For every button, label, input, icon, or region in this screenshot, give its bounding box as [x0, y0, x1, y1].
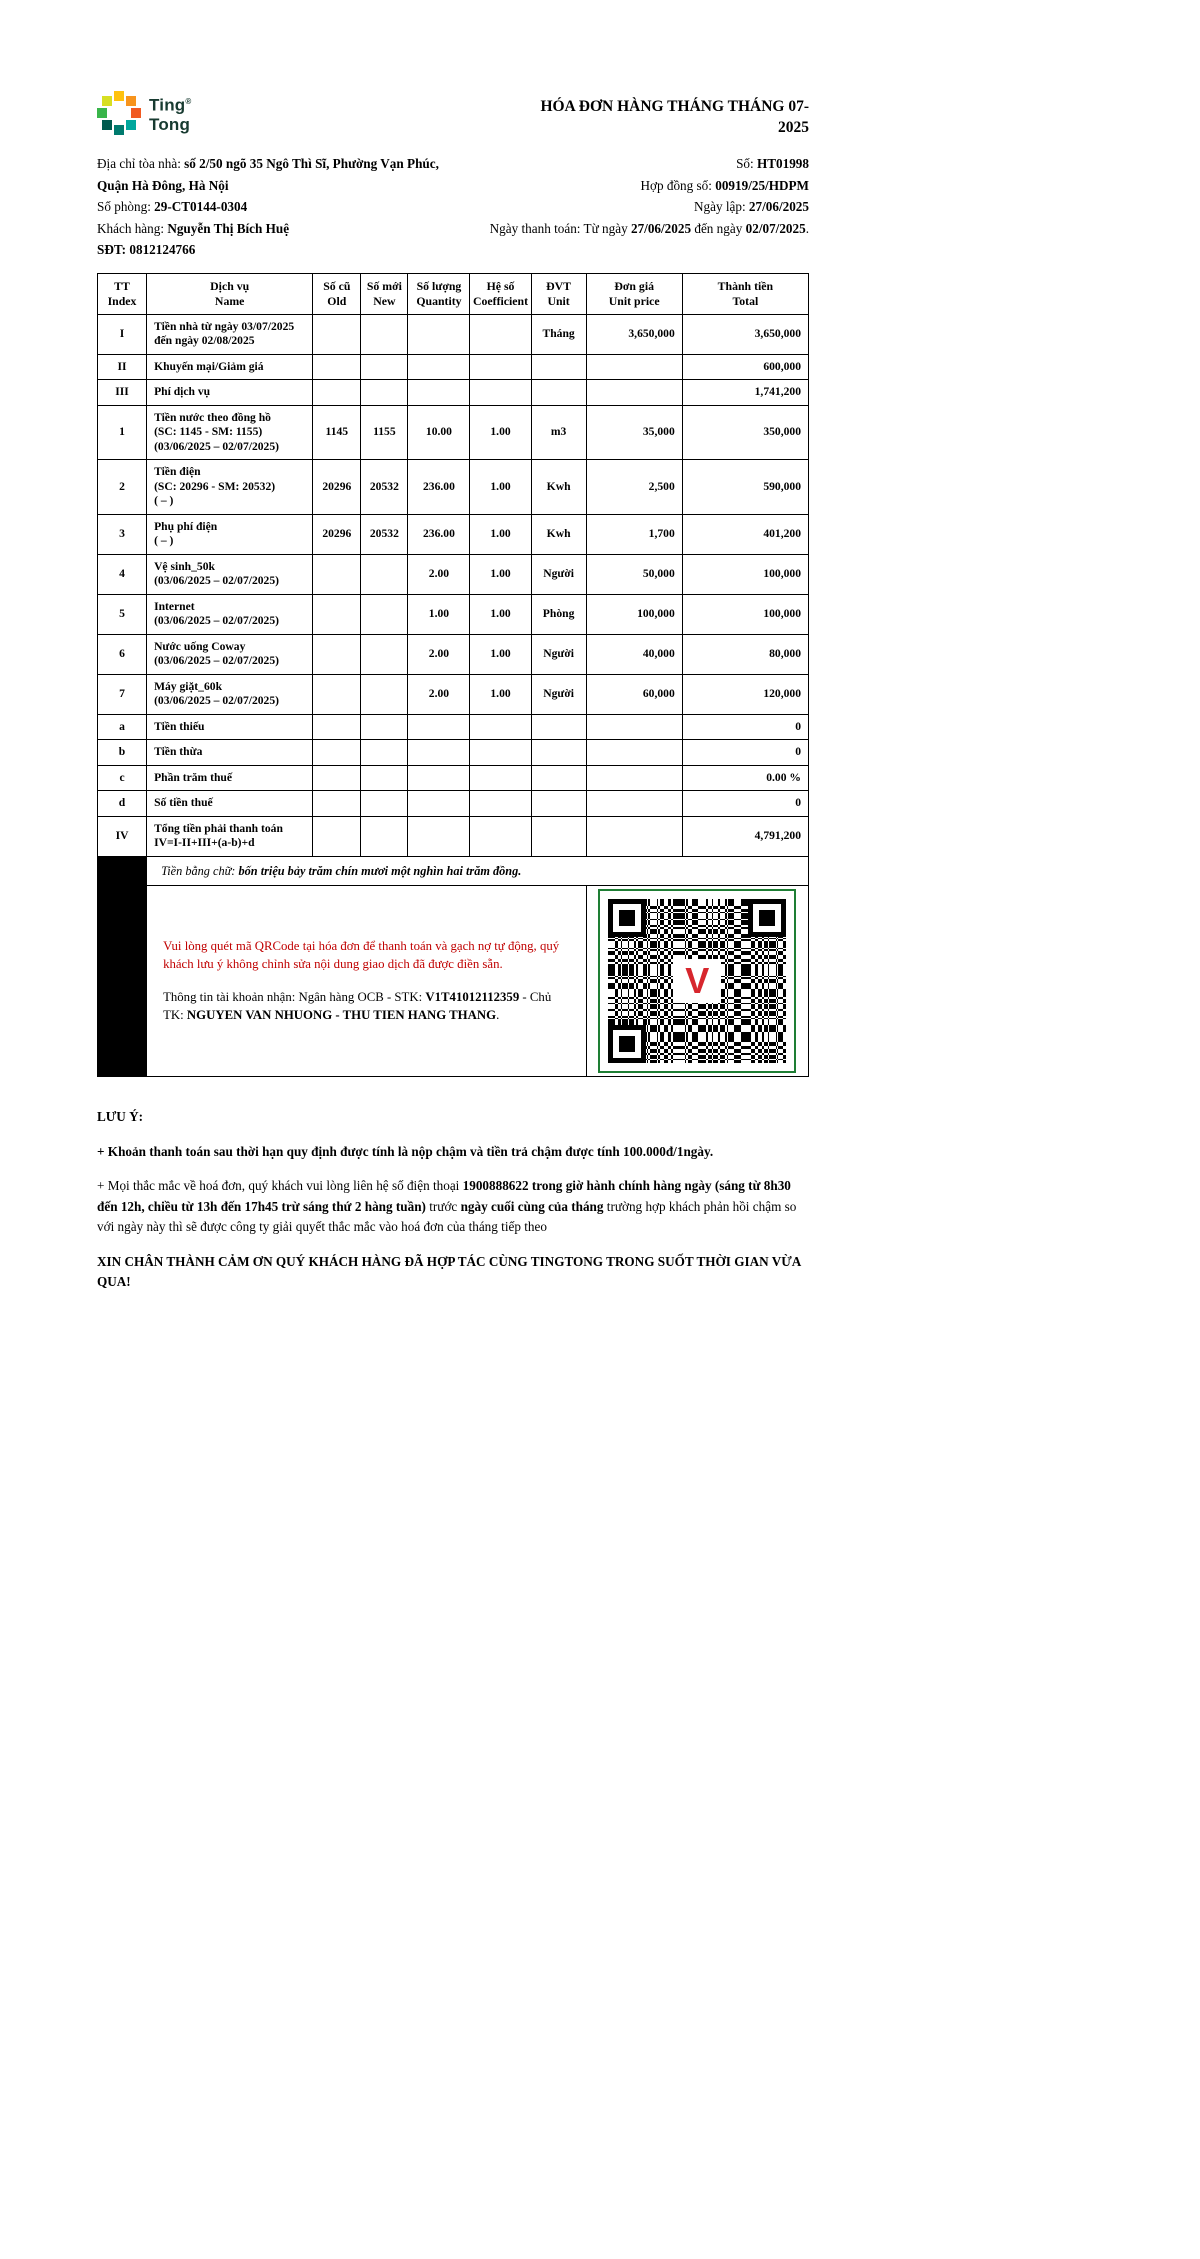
cell-old: 1145 — [313, 405, 361, 460]
cell-unit — [531, 765, 586, 791]
cell-unit-price — [586, 791, 682, 817]
cell-coefficient — [470, 740, 531, 766]
qr-row — [98, 886, 809, 1077]
cell-index: a — [98, 714, 147, 740]
cell-unit — [531, 791, 586, 817]
invoice-header — [97, 90, 809, 138]
cell-quantity: 236.00 — [408, 460, 470, 515]
cell-quantity: 2.00 — [408, 674, 470, 714]
cell-index: d — [98, 791, 147, 817]
qr-finder-top-right-icon — [748, 899, 786, 937]
cell-coefficient: 1.00 — [470, 594, 531, 634]
table-row — [98, 765, 809, 791]
cell-new: 20532 — [361, 460, 408, 515]
cell-name: Tiền nhà từ ngày 03/07/2025 đến ngày 02/08/2025 — [147, 314, 313, 354]
cell-unit — [531, 740, 586, 766]
invoice-info — [97, 153, 809, 261]
table-row — [98, 714, 809, 740]
cell-coefficient: 1.00 — [470, 674, 531, 714]
cell-total: 80,000 — [682, 634, 808, 674]
cell-coefficient: 1.00 — [470, 554, 531, 594]
table-row — [98, 514, 809, 554]
cell-index: b — [98, 740, 147, 766]
cell-quantity — [408, 740, 470, 766]
cell-new — [361, 740, 408, 766]
cell-old — [313, 714, 361, 740]
building-address-line1: Địa chỉ tòa nhà: số 2/50 ngõ 35 Ngô Thì Sĩ, Phường Vạn Phúc, — [97, 156, 439, 171]
table-header-row — [98, 273, 809, 314]
cell-unit-price: 60,000 — [586, 674, 682, 714]
cell-old: 20296 — [313, 514, 361, 554]
tingtong-logo-icon — [97, 90, 141, 136]
table-row — [98, 405, 809, 460]
cell-total: 3,650,000 — [682, 314, 808, 354]
cell-new: 20532 — [361, 514, 408, 554]
cell-unit-price: 40,000 — [586, 634, 682, 674]
cell-name: Phụ phí điện ( – ) — [147, 514, 313, 554]
cell-total: 1,741,200 — [682, 380, 808, 406]
cell-quantity — [408, 354, 470, 380]
col-header-name: Dịch vụ Name — [147, 273, 313, 314]
cell-total: 590,000 — [682, 460, 808, 515]
cell-unit-price — [586, 816, 682, 856]
table-row — [98, 554, 809, 594]
contact-note: + Mọi thắc mắc về hoá đơn, quý khách vui lòng liên hệ số điện thoại 1900888622 trong giờ hành chính hàng ngày (sáng từ 8h30 đến 12h, chiều từ 13h đến 17h45 trừ sáng thứ 2 hàng tuần) trước ngày cuối cùng của tháng trường hợp khách phản hồi chậm so với ngày này thì sẽ được công ty giải quyết thắc mắc vào hoá đơn của tháng tiếp theo — [97, 1178, 797, 1234]
col-header-new: Số mới New — [361, 273, 408, 314]
cell-index: II — [98, 354, 147, 380]
invoice-page — [97, 0, 809, 1293]
cell-new — [361, 765, 408, 791]
contract-number: Hợp đồng số: 00919/25/HDPM — [640, 177, 809, 193]
cell-total: 100,000 — [682, 594, 808, 634]
cell-quantity — [408, 314, 470, 354]
cell-coefficient: 1.00 — [470, 405, 531, 460]
cell-new — [361, 554, 408, 594]
cell-new — [361, 674, 408, 714]
cell-unit-price: 100,000 — [586, 594, 682, 634]
cell-total: 120,000 — [682, 674, 808, 714]
col-header-quantity: Số lượng Quantity — [408, 273, 470, 314]
cell-total: 600,000 — [682, 354, 808, 380]
qr-code — [598, 889, 796, 1073]
cell-unit-price: 35,000 — [586, 405, 682, 460]
brand — [97, 90, 191, 136]
cell-quantity: 10.00 — [408, 405, 470, 460]
cell-coefficient — [470, 354, 531, 380]
cell-old — [313, 314, 361, 354]
cell-old — [313, 554, 361, 594]
cell-unit-price — [586, 380, 682, 406]
cell-index: 1 — [98, 405, 147, 460]
cell-unit-price: 50,000 — [586, 554, 682, 594]
cell-index: IV — [98, 816, 147, 856]
cell-quantity: 2.00 — [408, 634, 470, 674]
black-cell — [98, 886, 147, 1077]
cell-unit: m3 — [531, 405, 586, 460]
qr-code-cell — [586, 886, 808, 1077]
cell-name: Tổng tiền phải thanh toán IV=I-II+III+(a-b)+d — [147, 816, 313, 856]
cell-old — [313, 674, 361, 714]
issue-date: Ngày lập: 27/06/2025 — [693, 199, 809, 214]
cell-unit: Tháng — [531, 314, 586, 354]
cell-old — [313, 380, 361, 406]
cell-new — [361, 634, 408, 674]
cell-name: Phần trăm thuế — [147, 765, 313, 791]
cell-new — [361, 816, 408, 856]
cell-total: 100,000 — [682, 554, 808, 594]
cell-quantity: 236.00 — [408, 514, 470, 554]
amount-in-words-row — [98, 856, 809, 886]
late-payment-note: + Khoản thanh toán sau thời hạn quy định được tính là nộp chậm và tiền trả chậm được tính 100.000đ/1ngày. — [97, 1143, 714, 1159]
black-cell — [98, 856, 147, 886]
cell-total: 0 — [682, 740, 808, 766]
cell-coefficient — [470, 380, 531, 406]
cell-total: 4,791,200 — [682, 816, 808, 856]
table-row — [98, 816, 809, 856]
customer-phone: SĐT: 0812124766 — [97, 242, 196, 257]
cell-new — [361, 594, 408, 634]
cell-new — [361, 714, 408, 740]
cell-name: Internet (03/06/2025 – 02/07/2025) — [147, 594, 313, 634]
cell-name: Phí dịch vụ — [147, 380, 313, 406]
account-info-text: Thông tin tài khoản nhận: Ngân hàng OCB - STK: V1T41012112359 - Chủ TK: NGUYEN VAN NHUONG - THU TIEN HANG THANG. — [163, 990, 552, 1022]
table-row — [98, 354, 809, 380]
room-number: Số phòng: 29-CT0144-0304 — [97, 199, 248, 214]
cell-quantity: 2.00 — [408, 554, 470, 594]
cell-quantity — [408, 816, 470, 856]
cell-index: 3 — [98, 514, 147, 554]
col-header-unit-price: Đơn giá Unit price — [586, 273, 682, 314]
cell-total: 401,200 — [682, 514, 808, 554]
col-header-unit: ĐVT Unit — [531, 273, 586, 314]
cell-total: 0.00 % — [682, 765, 808, 791]
cell-unit: Người — [531, 554, 586, 594]
qr-center-logo-icon: V — [673, 959, 721, 1003]
cell-old — [313, 740, 361, 766]
table-row — [98, 791, 809, 817]
cell-unit-price — [586, 354, 682, 380]
amount-in-words: Tiền bằng chữ: bốn triệu bảy trăm chín mươi một nghìn hai trăm đồng. — [147, 856, 809, 886]
note-heading: LƯU Ý: — [97, 1109, 144, 1124]
cell-name: Khuyến mại/Giảm giá — [147, 354, 313, 380]
cell-new — [361, 314, 408, 354]
cell-unit — [531, 380, 586, 406]
cell-new — [361, 791, 408, 817]
cell-index: 6 — [98, 634, 147, 674]
cell-index: c — [98, 765, 147, 791]
thank-you-note: XIN CHÂN THÀNH CẢM ƠN QUÝ KHÁCH HÀNG ĐÃ HỢP TÁC CÙNG TINGTONG TRONG SUỐT THỜI GIAN VỪA QUA! — [97, 1253, 801, 1289]
table-row — [98, 594, 809, 634]
table-row — [98, 380, 809, 406]
cell-unit-price: 3,650,000 — [586, 314, 682, 354]
cell-unit — [531, 714, 586, 740]
cell-index: I — [98, 314, 147, 354]
cell-unit — [531, 354, 586, 380]
footer-notes — [97, 1107, 809, 1293]
qr-finder-top-left-icon — [608, 899, 646, 937]
cell-index: 5 — [98, 594, 147, 634]
customer-name: Khách hàng: Nguyễn Thị Bích Huệ — [97, 220, 290, 236]
cell-coefficient — [470, 816, 531, 856]
col-header-old: Số cũ Old — [313, 273, 361, 314]
cell-coefficient — [470, 314, 531, 354]
cell-name: Vệ sinh_50k (03/06/2025 – 02/07/2025) — [147, 554, 313, 594]
cell-index: 4 — [98, 554, 147, 594]
payment-period: Ngày thanh toán: Từ ngày 27/06/2025 đến ngày 02/07/2025. — [489, 220, 809, 236]
cell-name: Số tiền thuế — [147, 791, 313, 817]
cell-quantity — [408, 380, 470, 406]
registered-mark: ® — [185, 97, 192, 107]
cell-name: Máy giặt_60k (03/06/2025 – 02/07/2025) — [147, 674, 313, 714]
cell-unit: Phòng — [531, 594, 586, 634]
table-row — [98, 314, 809, 354]
cell-new — [361, 354, 408, 380]
cell-coefficient — [470, 714, 531, 740]
cell-index: 7 — [98, 674, 147, 714]
page-title: HÓA ĐƠN HÀNG THÁNG THÁNG 07- 2025 — [540, 98, 809, 136]
cell-coefficient: 1.00 — [470, 514, 531, 554]
cell-unit: Người — [531, 634, 586, 674]
cell-unit-price — [586, 714, 682, 740]
building-address-line2: Quận Hà Đông, Hà Nội — [97, 177, 229, 193]
qr-notice-text: Vui lòng quét mã QRCode tại hóa đơn để thanh toán và gạch nợ tự động, quý khách lưu ý không chỉnh sửa nội dung giao dịch đã được điền sẵn. — [163, 939, 560, 971]
cell-total: 0 — [682, 791, 808, 817]
cell-old — [313, 765, 361, 791]
cell-total: 350,000 — [682, 405, 808, 460]
col-header-total: Thành tiền Total — [682, 273, 808, 314]
col-header-coefficient: Hệ số Coefficient — [470, 273, 531, 314]
cell-old — [313, 816, 361, 856]
cell-old — [313, 354, 361, 380]
cell-name: Tiền điện (SC: 20296 - SM: 20532) ( – ) — [147, 460, 313, 515]
cell-unit: Kwh — [531, 460, 586, 515]
cell-name: Tiền thiếu — [147, 714, 313, 740]
cell-old — [313, 594, 361, 634]
invoice-number: Số: HT01998 — [736, 156, 809, 171]
cell-index: III — [98, 380, 147, 406]
table-row — [98, 674, 809, 714]
cell-quantity — [408, 791, 470, 817]
brand-line2: Tong — [149, 114, 191, 134]
cell-name: Nước uống Coway (03/06/2025 – 02/07/2025) — [147, 634, 313, 674]
cell-old — [313, 634, 361, 674]
cell-name: Tiền nước theo đồng hồ (SC: 1145 - SM: 1155) (03/06/2025 – 02/07/2025) — [147, 405, 313, 460]
cell-new: 1155 — [361, 405, 408, 460]
cell-total: 0 — [682, 714, 808, 740]
cell-index: 2 — [98, 460, 147, 515]
cell-coefficient: 1.00 — [470, 460, 531, 515]
cell-unit-price: 1,700 — [586, 514, 682, 554]
table-row — [98, 634, 809, 674]
brand-line1: Ting — [149, 95, 186, 115]
cell-unit-price — [586, 740, 682, 766]
cell-unit: Người — [531, 674, 586, 714]
col-header-index: TT Index — [98, 273, 147, 314]
table-row — [98, 460, 809, 515]
cell-quantity — [408, 714, 470, 740]
cell-old — [313, 791, 361, 817]
payment-instructions — [147, 886, 587, 1077]
cell-unit-price: 2,500 — [586, 460, 682, 515]
cell-quantity — [408, 765, 470, 791]
cell-unit: Kwh — [531, 514, 586, 554]
qr-finder-bottom-left-icon — [608, 1025, 646, 1063]
cell-new — [361, 380, 408, 406]
cell-quantity: 1.00 — [408, 594, 470, 634]
cell-name: Tiền thừa — [147, 740, 313, 766]
brand-name — [149, 92, 191, 134]
cell-old: 20296 — [313, 460, 361, 515]
cell-unit-price — [586, 765, 682, 791]
cell-unit — [531, 816, 586, 856]
cell-coefficient — [470, 765, 531, 791]
table-row — [98, 740, 809, 766]
cell-coefficient: 1.00 — [470, 634, 531, 674]
cell-coefficient — [470, 791, 531, 817]
invoice-table — [97, 273, 809, 1078]
